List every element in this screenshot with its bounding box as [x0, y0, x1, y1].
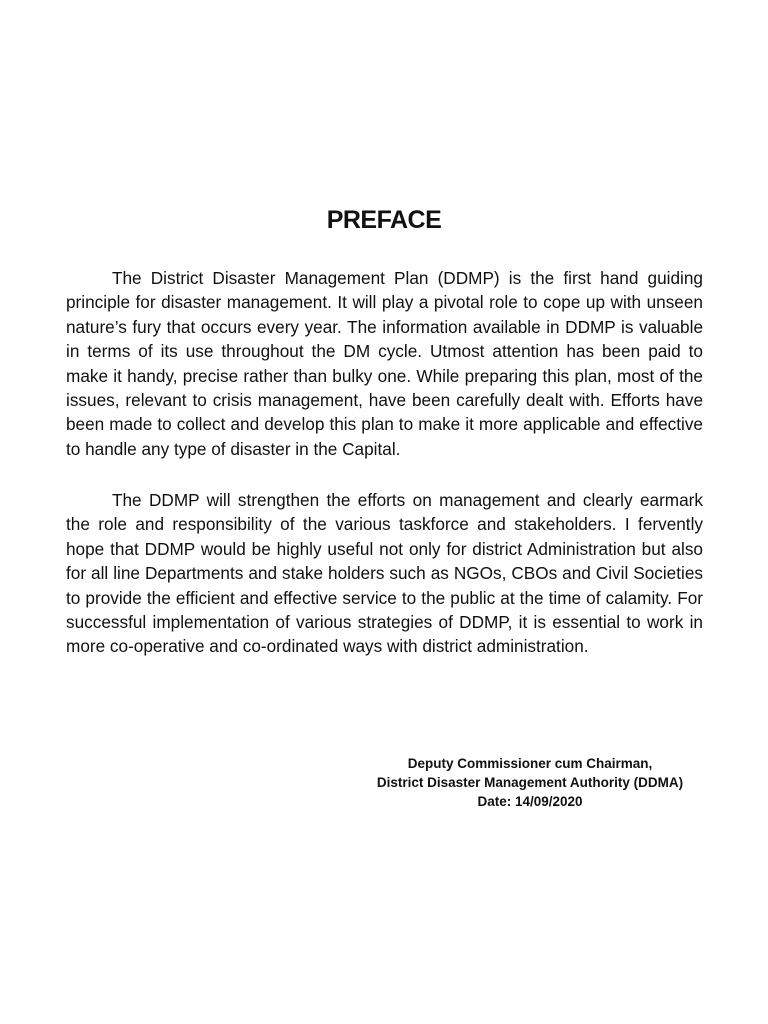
signature-designation: Deputy Commissioner cum Chairman, — [407, 756, 653, 771]
page-title: PREFACE — [326, 206, 442, 234]
preface-paragraph-1: The District Disaster Management Plan (DDMP) is the first hand guiding principle for disaster management. It will play a pivotal role to cope up with unseen nature’s fury that occurs every year. The information available in DDMP is valuable in terms of its use throughout the DM cycle. Utmost attention has been paid to make it handy, precise rather than bulky one. While preparing this plan, most of the issues, relevant to crisis management, have been carefully dealt with. Efforts have been made to collect and develop this plan to make it more applicable and effective to handle any type of disaster in the Capital. — [66, 268, 703, 459]
signature-block — [330, 754, 730, 811]
preface-paragraph-2: The DDMP will strengthen the efforts on management and clearly earmark the role and responsibility of the various taskforce and stakeholders. I fervently hope that DDMP would be highly useful not only for district Administration but also for all line Departments and stake holders such as NGOs, CBOs and Civil Societies to provide the efficient and effective service to the public at the time of calamity. For successful implementation of various strategies of DDMP, it is essential to work in more co-operative and co-ordinated ways with district administration. — [66, 490, 703, 657]
signature-date: Date: 14/09/2020 — [477, 794, 583, 809]
signature-authority: District Disaster Management Authority (DDMA) — [376, 775, 684, 790]
